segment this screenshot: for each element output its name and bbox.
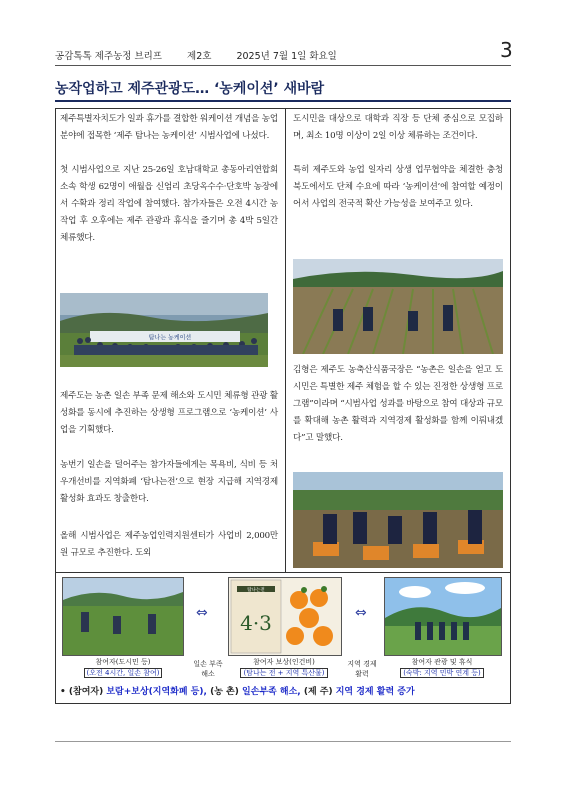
strip-divider xyxy=(55,572,511,573)
header-divider xyxy=(55,65,511,66)
tile1-caption-line2: (오전 4시간, 일손 참여) xyxy=(84,668,163,678)
issue-date: 2025년 7월 1일 화요일 xyxy=(236,51,337,62)
summary-farm-label: (농 촌) xyxy=(210,687,239,697)
footer-divider xyxy=(55,741,511,742)
banner-text: 탐나는 농케이션 xyxy=(148,334,192,342)
column-divider xyxy=(285,108,286,572)
publication-name: 공감톡톡 제주농정 브리프 xyxy=(55,51,162,62)
field-work-photo xyxy=(293,259,503,354)
mid1-line2: 해소 xyxy=(201,670,215,678)
harvest-photo xyxy=(293,472,503,568)
title-underline xyxy=(55,100,511,102)
mid1-line1: 일손 부족 xyxy=(193,660,223,668)
tourism-photo xyxy=(384,577,502,656)
tile3-caption xyxy=(378,657,506,679)
tile3-caption-line1: 참여자 관광 및 휴식 xyxy=(411,658,473,666)
exchange-arrow-icon: ⇔ xyxy=(196,605,208,621)
summary-farm-benefit: 일손부족 해소, xyxy=(241,687,301,697)
summary-jeju-label: (제 주) xyxy=(303,687,333,697)
voucher-card-text: 탐나는전 xyxy=(247,588,265,593)
group-photo xyxy=(60,293,268,367)
tile1-caption xyxy=(56,657,190,679)
mid2-line1: 지역 경제 xyxy=(347,660,377,668)
tile1-caption-line1: 참여자(도시민 등) xyxy=(95,658,151,666)
tile3-caption-line2: (숙박: 지역 민박 연계 등) xyxy=(400,668,484,678)
paragraph-intro: 제주특별자치도가 일과 휴가를 결합한 워케이션 개념을 농업 분야에 접목한 ‘제주 탐나는 농케이션’ 시범사업에 나섰다. xyxy=(60,114,278,141)
issue-number: 제2호 xyxy=(187,51,212,62)
tile2-caption-line1: 참여자 보상(인건비) xyxy=(253,658,315,666)
summary-jeju-benefit: 지역 경제 활력 증가 xyxy=(335,687,415,697)
paragraph-first-pilot: 첫 시범사업으로 지난 25-26일 호남대학교 총동아리연합회 소속 학생 62명이 애월읍 신엄리 초당옥수수·단호박 농장에서 수확과 정리 작업에 참여했다. 참가자들은 오전 4시간 농작업 후 오후에는 제주 관광과 휴식을 즐기며 총 4박 5일간 체류했다. xyxy=(60,165,278,243)
reward-photo xyxy=(228,577,342,656)
article-title: 농작업하고 제주관광도… ‘농케이션’ 새바람 xyxy=(55,81,325,97)
mid2-line2: 활력 xyxy=(355,670,369,678)
summary-participants-benefit: 보람+보상(지역화폐 등), xyxy=(106,687,207,697)
paragraph-budget: 올해 시범사업은 제주농업인력지원센터가 사업비 2,000만원 규모로 추진한다. 도외 xyxy=(60,531,278,558)
farm-work-photo xyxy=(62,577,184,656)
bullet-icon: • xyxy=(60,687,66,697)
exchange-arrow-icon-2: ⇔ xyxy=(355,605,367,621)
paragraph-purpose: 제주도는 농촌 일손 부족 문제 해소와 도시민 체류형 관광 활성화를 동시에 추진하는 상생형 프로그램으로 ‘농케이션’ 사업을 기획했다. xyxy=(60,391,278,435)
paragraph-expansion: 특히 제주도와 농업 일자리 상생 업무협약을 체결한 충청북도에서도 단체 수요에 따라 ‘농케이션’에 참여할 예정이어서 사업의 전국적 확산 가능성을 보여주고 있다. xyxy=(293,165,503,209)
voucher-card-number: 4·3 xyxy=(240,611,272,635)
summary-participants-label: (참여자) xyxy=(68,687,104,697)
tile2-caption xyxy=(222,657,346,679)
paragraph-quote: 김형은 제주도 농축산식품국장은 “농촌은 일손을 얻고 도시민은 특별한 제주 체험을 할 수 있는 진정한 상생형 프로그램”이라며 “시범사업 성과를 바탕으로 참여 대상과 규모를 확대해 농촌 활력과 지역경제 활성화를 함께 이뤄내겠다”고 말했다. xyxy=(293,365,503,443)
paragraph-recruitment: 도시민을 대상으로 대학과 직장 등 단체 중심으로 모집하며, 최소 10명 이상이 2일 이상 체류하는 조건이다. xyxy=(293,114,503,141)
summary-line xyxy=(60,684,504,697)
tile2-caption-line2: (탐나는 전 + 지역 특산물) xyxy=(240,668,327,678)
page-number: 3 xyxy=(500,38,513,62)
newsletter-header xyxy=(55,48,359,62)
paragraph-compensation: 농번기 일손을 덜어주는 참가자들에게는 목욕비, 식비 등 처우개선비를 지역화폐 ‘탐나는전’으로 현장 지급해 지역경제 활성화 효과도 창출한다. xyxy=(60,460,278,504)
